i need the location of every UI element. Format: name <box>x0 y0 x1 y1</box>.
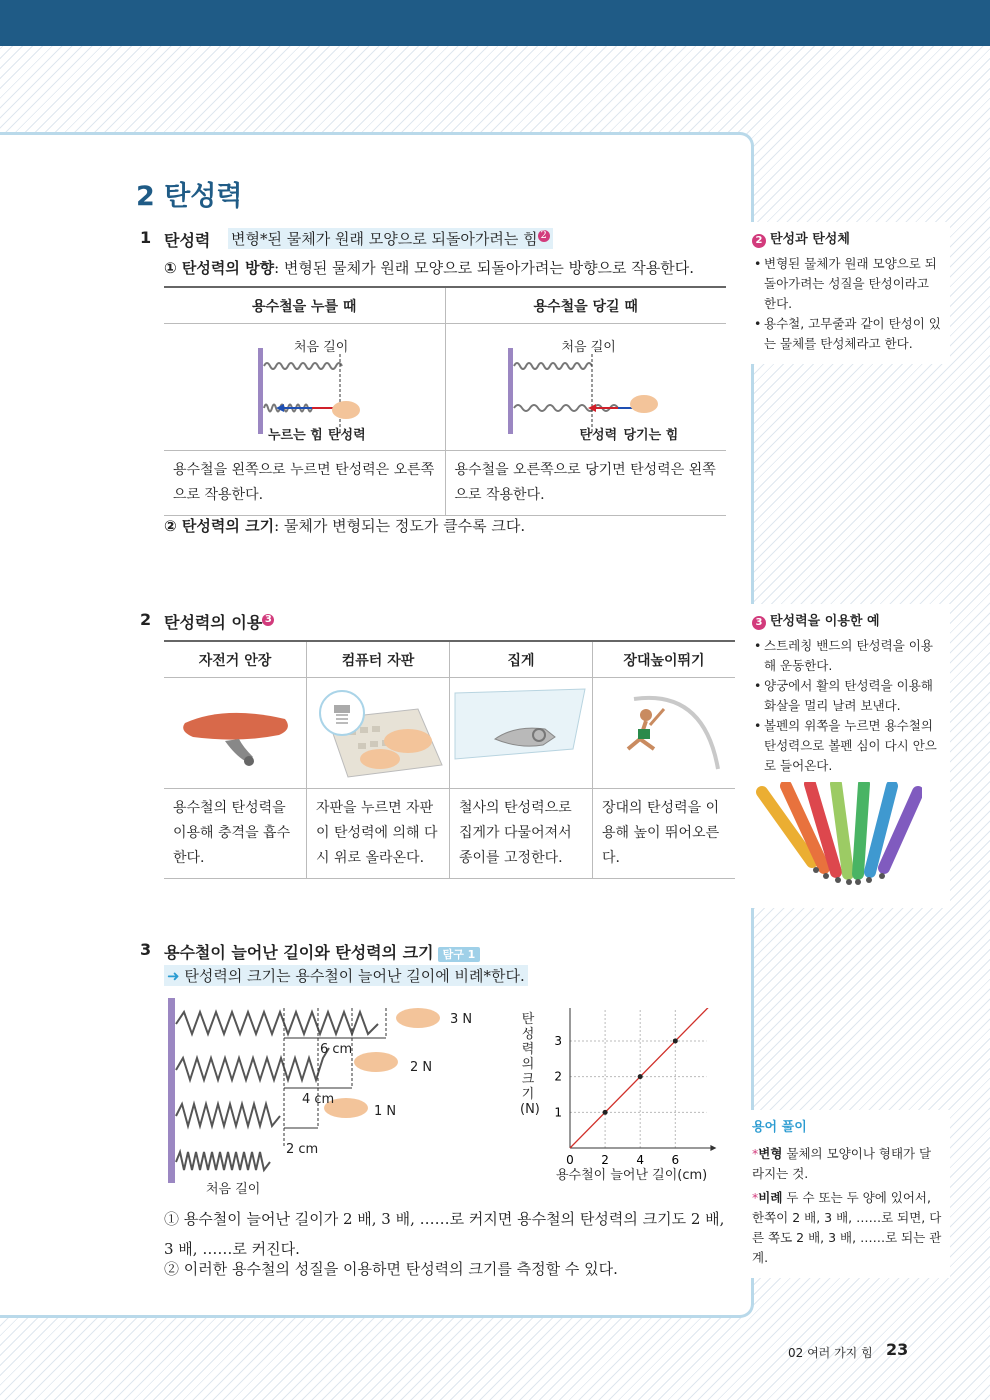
proportion-statement <box>164 965 528 986</box>
pull-figure-cell <box>445 324 726 451</box>
note-ref-2[interactable]: 2 <box>538 230 550 242</box>
glossary-term-def: 두 수 또는 두 양에 있어서, 한쪽이 2 배, 3 배, ……로 되면, 다른 쪽도 2 배, 3 배, ……로 되는 관계. <box>752 1190 942 1265</box>
spring-extension-figure <box>166 998 496 1198</box>
item2-heading-text: 탄성력의 이용 <box>164 613 263 632</box>
elastic-direction-table <box>164 286 726 516</box>
elastic-usage-table <box>164 640 735 879</box>
force-3n-label: 3 N <box>450 1012 473 1027</box>
saddle-text: 용수철의 탄성력을 이용해 충격을 흡수한다. <box>173 800 291 866</box>
note3-number: 3 <box>752 616 766 630</box>
saddle-image-cell <box>164 678 307 789</box>
usage-header-polevault: 장대높이뛰기 <box>593 641 736 678</box>
glossary-term-def: 물체의 모양이나 형태가 달라지는 것. <box>752 1146 932 1181</box>
section-title: 2 탄성력 <box>136 181 243 212</box>
pull-force-label: 당기는 힘 <box>623 428 679 443</box>
footer-page-number: 23 <box>886 1340 909 1359</box>
item3-heading <box>164 940 480 963</box>
col-header-pull: 용수철을 당길 때 <box>445 287 726 324</box>
clip-image-cell <box>450 678 593 789</box>
note2-number: 2 <box>752 234 766 248</box>
clip-text: 철사의 탄성력으로 집게가 다물어져서 종이를 고정한다. <box>459 800 572 866</box>
x-tick-label: 6 <box>671 1153 680 1167</box>
force-1n-label: 1 N <box>374 1104 397 1119</box>
glossary-term: *변형 물체의 모양이나 형태가 달라지는 것. <box>752 1146 932 1181</box>
top-banner <box>0 0 990 46</box>
note-elasticity <box>742 222 950 364</box>
usage-header-saddle: 자전거 안장 <box>164 641 307 678</box>
extension-6cm-label: 6 cm <box>320 1042 353 1057</box>
item1-definition <box>228 228 553 249</box>
x-tick-label: 4 <box>636 1153 645 1167</box>
graph-xlabel: 용수철이 늘어난 길이(cm) <box>556 1168 708 1183</box>
paper-clip-image <box>451 679 591 783</box>
note3-title: 탄성력을 이용한 예 <box>770 614 880 629</box>
item3-heading-text: 용수철이 늘어난 길이와 탄성력의 크기 <box>164 943 434 962</box>
note3-item: • 스트레칭 밴드의 탄성력을 이용해 운동한다. <box>764 636 942 676</box>
col-header-push: 용수철을 누를 때 <box>164 287 445 324</box>
pull-description: 용수철을 오른쪽으로 당기면 탄성력은 왼쪽으로 작용한다. <box>454 462 716 503</box>
note3-item: • 양궁에서 활의 탄성력을 이용해 화살을 멀리 날려 보낸다. <box>764 676 942 716</box>
item1-number: 1 <box>140 228 152 247</box>
polevault-text: 장대의 탄성력을 이용해 높이 뛰어오른다. <box>602 800 720 866</box>
note3-item: • 볼펜의 위쪽을 누르면 용수철의 탄성력으로 볼펜 심이 다시 안으로 들어온다. <box>764 716 942 776</box>
note-ref-3[interactable]: 3 <box>262 614 274 626</box>
glossary-term: *비례 두 수 또는 두 양에 있어서, 한쪽이 2 배, 3 배, ……로 되면, 다른 쪽도 2 배, 3 배, ……로 되는 관계. <box>752 1190 942 1265</box>
pull-description-cell <box>445 451 726 516</box>
note2-title-row <box>752 230 942 250</box>
polevault-text-cell <box>593 789 736 879</box>
point1-text: ① 용수철이 늘어난 길이가 2 배, 3 배, ……로 커지면 용수철의 탄성력의 크기도 2 배, 3 배, ……로 커진다. <box>164 1210 725 1258</box>
definition-text: 변형*된 물체가 원래 모양으로 되돌아가려는 힘 <box>231 230 538 248</box>
data-point <box>603 1110 608 1115</box>
keyboard-text-cell <box>307 789 450 879</box>
note3-title-row <box>752 612 942 632</box>
magnitude-line <box>164 515 525 536</box>
item3-number: 3 <box>140 940 152 959</box>
note3-list <box>752 636 942 776</box>
extension-4cm-label: 4 cm <box>302 1092 335 1107</box>
push-original-length-label: 처음 길이 <box>294 340 349 355</box>
push-force-label: 누르는 힘 <box>268 428 323 443</box>
usage-header-clip: 집게 <box>450 641 593 678</box>
keyboard-image <box>308 679 448 783</box>
direction-label: ① 탄성력의 방향 <box>164 259 275 277</box>
clip-text-cell <box>450 789 593 879</box>
glossary-title: 용어 풀이 <box>752 1120 807 1135</box>
bicycle-saddle-image <box>165 679 305 783</box>
force-extension-graph <box>520 1008 720 1188</box>
note2-list <box>752 254 942 354</box>
y-tick-label: 2 <box>554 1069 562 1084</box>
glossary-term-name: 비례 <box>758 1190 783 1205</box>
x-axis-arrow <box>710 1145 716 1151</box>
item1-heading: 탄성력 <box>164 231 211 250</box>
point2-text: ② 이러한 용수철의 성질을 이용하면 탄성력의 크기를 측정할 수 있다. <box>164 1260 618 1278</box>
extension-2cm-label: 2 cm <box>286 1142 319 1157</box>
pull-elastic-label: 탄성력 <box>579 428 618 443</box>
y-tick-label: 3 <box>554 1033 562 1048</box>
pull-original-length-label: 처음 길이 <box>561 340 616 355</box>
push-elastic-label: 탄성력 <box>328 428 366 443</box>
pole-vault-image <box>594 679 734 783</box>
push-figure-cell <box>164 324 445 451</box>
colored-pens-image <box>752 782 922 892</box>
keyboard-image-cell <box>307 678 450 789</box>
magnitude-label: ② 탄성력의 크기 <box>164 517 275 535</box>
item2-heading <box>164 610 274 633</box>
polevault-image-cell <box>593 678 736 789</box>
usage-header-keyboard: 컴퓨터 자판 <box>307 641 450 678</box>
item2-number: 2 <box>140 610 152 629</box>
note2-item: • 용수철, 고무줄과 같이 탄성이 있는 물체를 탄성체라고 한다. <box>764 314 942 354</box>
footer-chapter: 02 여러 가지 힘 <box>788 1346 873 1360</box>
x-tick-label: 0 <box>566 1153 574 1167</box>
chart-canvas <box>520 1008 720 1168</box>
data-point <box>673 1038 678 1043</box>
x-tick-label: 2 <box>601 1153 609 1167</box>
magnitude-text: : 물체가 변형되는 정도가 클수록 크다. <box>274 517 526 535</box>
proportion-text: 탄성력의 크기는 용수철이 늘어난 길이에 비례*한다. <box>184 967 525 985</box>
force-2n-label: 2 N <box>410 1060 433 1075</box>
push-description: 용수철을 왼쪽으로 누르면 탄성력은 오른쪽으로 작용한다. <box>173 462 435 503</box>
direction-text: : 변형된 물체가 원래 모양으로 되돌아가려는 방향으로 작용한다. <box>274 259 695 277</box>
push-description-cell <box>164 451 445 516</box>
keyboard-text: 자판을 누르면 자판이 탄성력에 의해 다시 위로 올라온다. <box>316 800 438 866</box>
saddle-text-cell <box>164 789 307 879</box>
data-point <box>638 1074 643 1079</box>
note2-title: 탄성과 탄성체 <box>770 232 850 247</box>
arrow-icon: ➜ <box>167 967 180 985</box>
direction-line <box>164 257 694 278</box>
note2-item: • 변형된 물체가 원래 모양으로 되돌아가려는 성질을 탄성이라고 한다. <box>764 254 942 314</box>
note-elastic-examples <box>742 604 950 908</box>
original-length-label: 처음 길이 <box>206 1182 261 1197</box>
inquiry-tag[interactable]: 탐구 1 <box>438 947 481 962</box>
y-tick-label: 1 <box>554 1105 562 1120</box>
glossary-term-name: 변형 <box>758 1146 783 1161</box>
glossary-box <box>742 1110 950 1278</box>
graph-ylabel: 탄성력의 크기(N) <box>520 1012 540 1117</box>
